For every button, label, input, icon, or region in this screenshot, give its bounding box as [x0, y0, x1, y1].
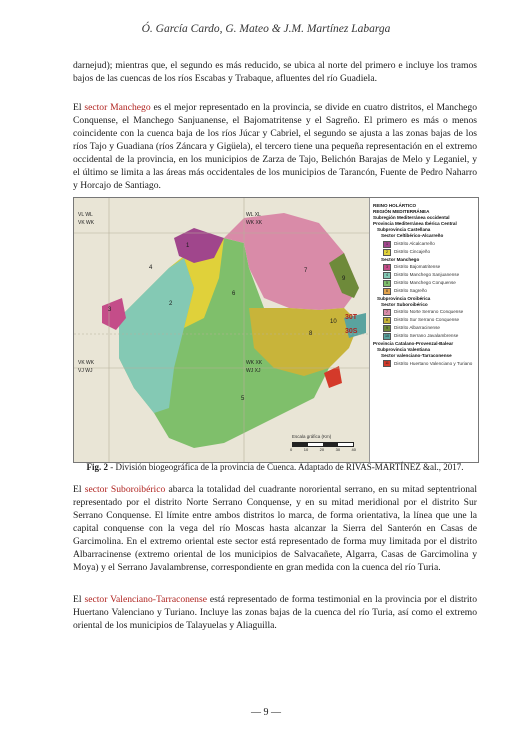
- legend-label: Distrito Albarracinense: [394, 325, 440, 331]
- paragraph-sector-suboroiberico: [73, 483, 477, 574]
- district-number: 1: [186, 243, 190, 249]
- legend-heading: Provincia Mediterránea Ibérica Central: [373, 221, 457, 227]
- grid-label-vk-wk-top: VK WK: [78, 220, 95, 226]
- legend-heading: REGIÓN MEDITERRÁNEA: [373, 209, 430, 215]
- zone-label-30s: 30S: [345, 328, 358, 335]
- paragraph-lead: El: [73, 594, 85, 605]
- legend-swatch: 8: [383, 317, 391, 324]
- caption-label: Fig. 2: [86, 462, 109, 472]
- legend-heading: Sector Manchego: [381, 256, 420, 262]
- legend-swatch: 7: [383, 309, 391, 316]
- paragraph-body: es el mejor representado en la provincia, se divide en cuatro distritos, el Manchego Conquense, el Manchego Sanjuanense, el Bajomatritense y el Sagreño. El primero es más o menos coincidente con la cuenca baja de los ríos Júcar y Cabriel, el segundo se ajusta a las zonas bajas de los ríos Tajo y Guadiana (ríos Záncara y Gigüela), el tercero tiene una pequeña representación en el extremo occidental de la provincia, en los municipios de Zarza de Tajo, Belichón Barajas de Melo y Leganiel, y el último se limita a las áreas más occidentales de los municipios de Tarancón, Fuente de Pedro Naharro y Horcajo de Santiago.: [73, 102, 477, 191]
- legend-swatch: 1: [383, 241, 391, 248]
- paragraph-lead: El: [73, 102, 85, 113]
- scale-tick: 20: [319, 447, 325, 452]
- grid-label-vl-wl: VL WL: [78, 212, 93, 218]
- legend-swatch: 3: [383, 264, 391, 271]
- scale-tick: 30: [335, 447, 341, 452]
- legend-heading: REINO HOLÁRTICO: [373, 203, 417, 208]
- legend-label: Distrito Sagreño: [394, 288, 427, 294]
- legend-item: [373, 288, 475, 295]
- legend-heading: Subregión Mediterránea occidental: [373, 215, 450, 221]
- legend-heading: Subprovincia Valentiana: [377, 346, 431, 352]
- legend-heading: Subprovincia Oroibérica: [377, 295, 431, 301]
- legend-heading: Provincia Catalano-Provenzal-Balear: [373, 340, 454, 346]
- paragraph-body: está representado de forma testimonial en la provincia por el distrito Huertano Valenciano y Turiano. Incluye las zonas bajas de la cuenca del río Turia, así como el extremo oriental de los municipios de Talayuelas y Aliaguilla.: [73, 594, 477, 631]
- biogeographic-map-figure: [73, 197, 479, 463]
- sector-term: sector Suboroibérico: [84, 484, 166, 495]
- legend-item: [373, 241, 475, 248]
- grid-label-vj-wj: VJ WJ: [78, 368, 93, 374]
- running-head: Ó. García Cardo, G. Mateo & J.M. Martínez Labarga: [141, 23, 391, 35]
- sector-term: sector Manchego: [84, 102, 151, 113]
- legend-swatch: 6: [383, 288, 391, 295]
- legend-label: Distrito Serrano Javalambrense: [394, 333, 459, 339]
- legend-label: Distrito Alcalcarreño: [394, 241, 435, 247]
- legend-swatch: 5: [383, 280, 391, 287]
- zone-label-30t: 30T: [345, 314, 358, 321]
- district-number: 10: [330, 319, 337, 325]
- legend-item: [373, 360, 475, 367]
- map-legend: [369, 198, 478, 462]
- legend-label: Distrito Norte Serrano Conquense: [394, 309, 464, 315]
- paragraph-continuation: darnejud); mientras que, el segundo es más reducido, se ubica al norte del primero e incluye los tramos bajos de las cuencas de los ríos Escabas y Trabaque, afluentes del río Guadiela.: [73, 60, 477, 84]
- legend-item: [373, 264, 475, 271]
- district-number: 5: [241, 396, 245, 402]
- scale-tick: 0: [290, 447, 293, 452]
- legend-label: Distrito Manchego Conquense: [394, 280, 456, 286]
- grid-label-wj-xj: WJ XJ: [246, 368, 261, 374]
- legend-label: Distrito Cincajeño: [394, 249, 430, 255]
- paragraph-lead: El: [73, 484, 85, 495]
- grid-label-wl-xl: WL XL: [246, 212, 261, 218]
- grid-label-wk-xk-top: WK XK: [246, 220, 263, 226]
- legend-item: [373, 309, 475, 316]
- province-map: [74, 198, 369, 462]
- district-number: 2: [169, 301, 173, 307]
- legend-item: [373, 317, 475, 324]
- scale-tick: 10: [303, 447, 309, 452]
- legend-label: Distrito Huertano Valenciano y Turiano: [394, 360, 473, 366]
- district-number: 7: [304, 268, 308, 274]
- legend-heading: Subprovincia Castellana: [377, 227, 431, 233]
- grid-label-vk-wk-bottom: VK WK: [78, 360, 95, 366]
- scale-tick: 40: [351, 447, 356, 452]
- legend-swatch: 11: [383, 360, 391, 367]
- legend-label: Distrito Manchego Sanjuanense: [394, 272, 460, 278]
- paragraph-body: abarca la totalidad del cuadrante nororiental serrano, en su mitad septentrional representado por el distrito Norte Serrano Conquense, y en su mitad meridional por el distrito Sur Serrano Conquense. El límite entre ambos distritos lo marca, de forma orientativa, la línea que une la capital conquense con la vega del río Moscas hasta alcanzar la Sierra del Santerón en Casas de Garcimolina. En el extremo oriental este sector está representado de forma muy limitada por el distrito Albarracinense (extremo oriental de los municipios de Salvacañete, Algarra, Casas de Garcimolina y Moya) y el Serrano Javalambrense, correspondiente en gran medida con la cuenca del río Turia.: [73, 484, 477, 573]
- paragraph-sector-valenciano: [73, 593, 477, 632]
- legend-swatch: 2: [383, 249, 391, 256]
- legend-item: [373, 272, 475, 279]
- legend-swatch: 9: [383, 325, 391, 332]
- district-number: 3: [108, 307, 112, 313]
- paragraph-sector-manchego: [73, 101, 477, 192]
- district-number: 9: [342, 276, 346, 282]
- legend-item: [373, 325, 475, 332]
- legend-swatch: 10: [385, 333, 389, 338]
- district-number: 4: [149, 265, 153, 271]
- legend-label: Distrito Sur Serrano Conquense: [394, 317, 460, 323]
- legend-item: [373, 280, 475, 287]
- legend-heading: Sector Celtibérico-Alcarreño: [381, 233, 444, 239]
- caption-text: - División biogeográfica de la provincia de Cuenca. Adaptado de RIVAS-MARTÍNEZ &al., 2017.: [108, 462, 464, 472]
- legend-heading: Sector valenciano-Tarraconense: [381, 353, 452, 359]
- sector-term: sector Valenciano-Tarraconense: [84, 594, 207, 605]
- legend-swatch: 4: [383, 272, 391, 279]
- legend-item: [373, 249, 475, 256]
- grid-label-wk-xk-bottom: WK XK: [246, 360, 263, 366]
- legend-label: Distrito Bajomatritense: [394, 264, 441, 270]
- scale-label: Escala gráfica (Km): [292, 434, 332, 439]
- legend-heading: Sector Suboroibérico: [381, 301, 428, 307]
- legend-item: [373, 333, 475, 340]
- district-number: 8: [309, 331, 313, 337]
- scale-ticks: [290, 447, 356, 452]
- district-number: 6: [232, 291, 236, 297]
- figure-caption: [73, 462, 477, 472]
- page-number: — 9 —: [251, 707, 281, 718]
